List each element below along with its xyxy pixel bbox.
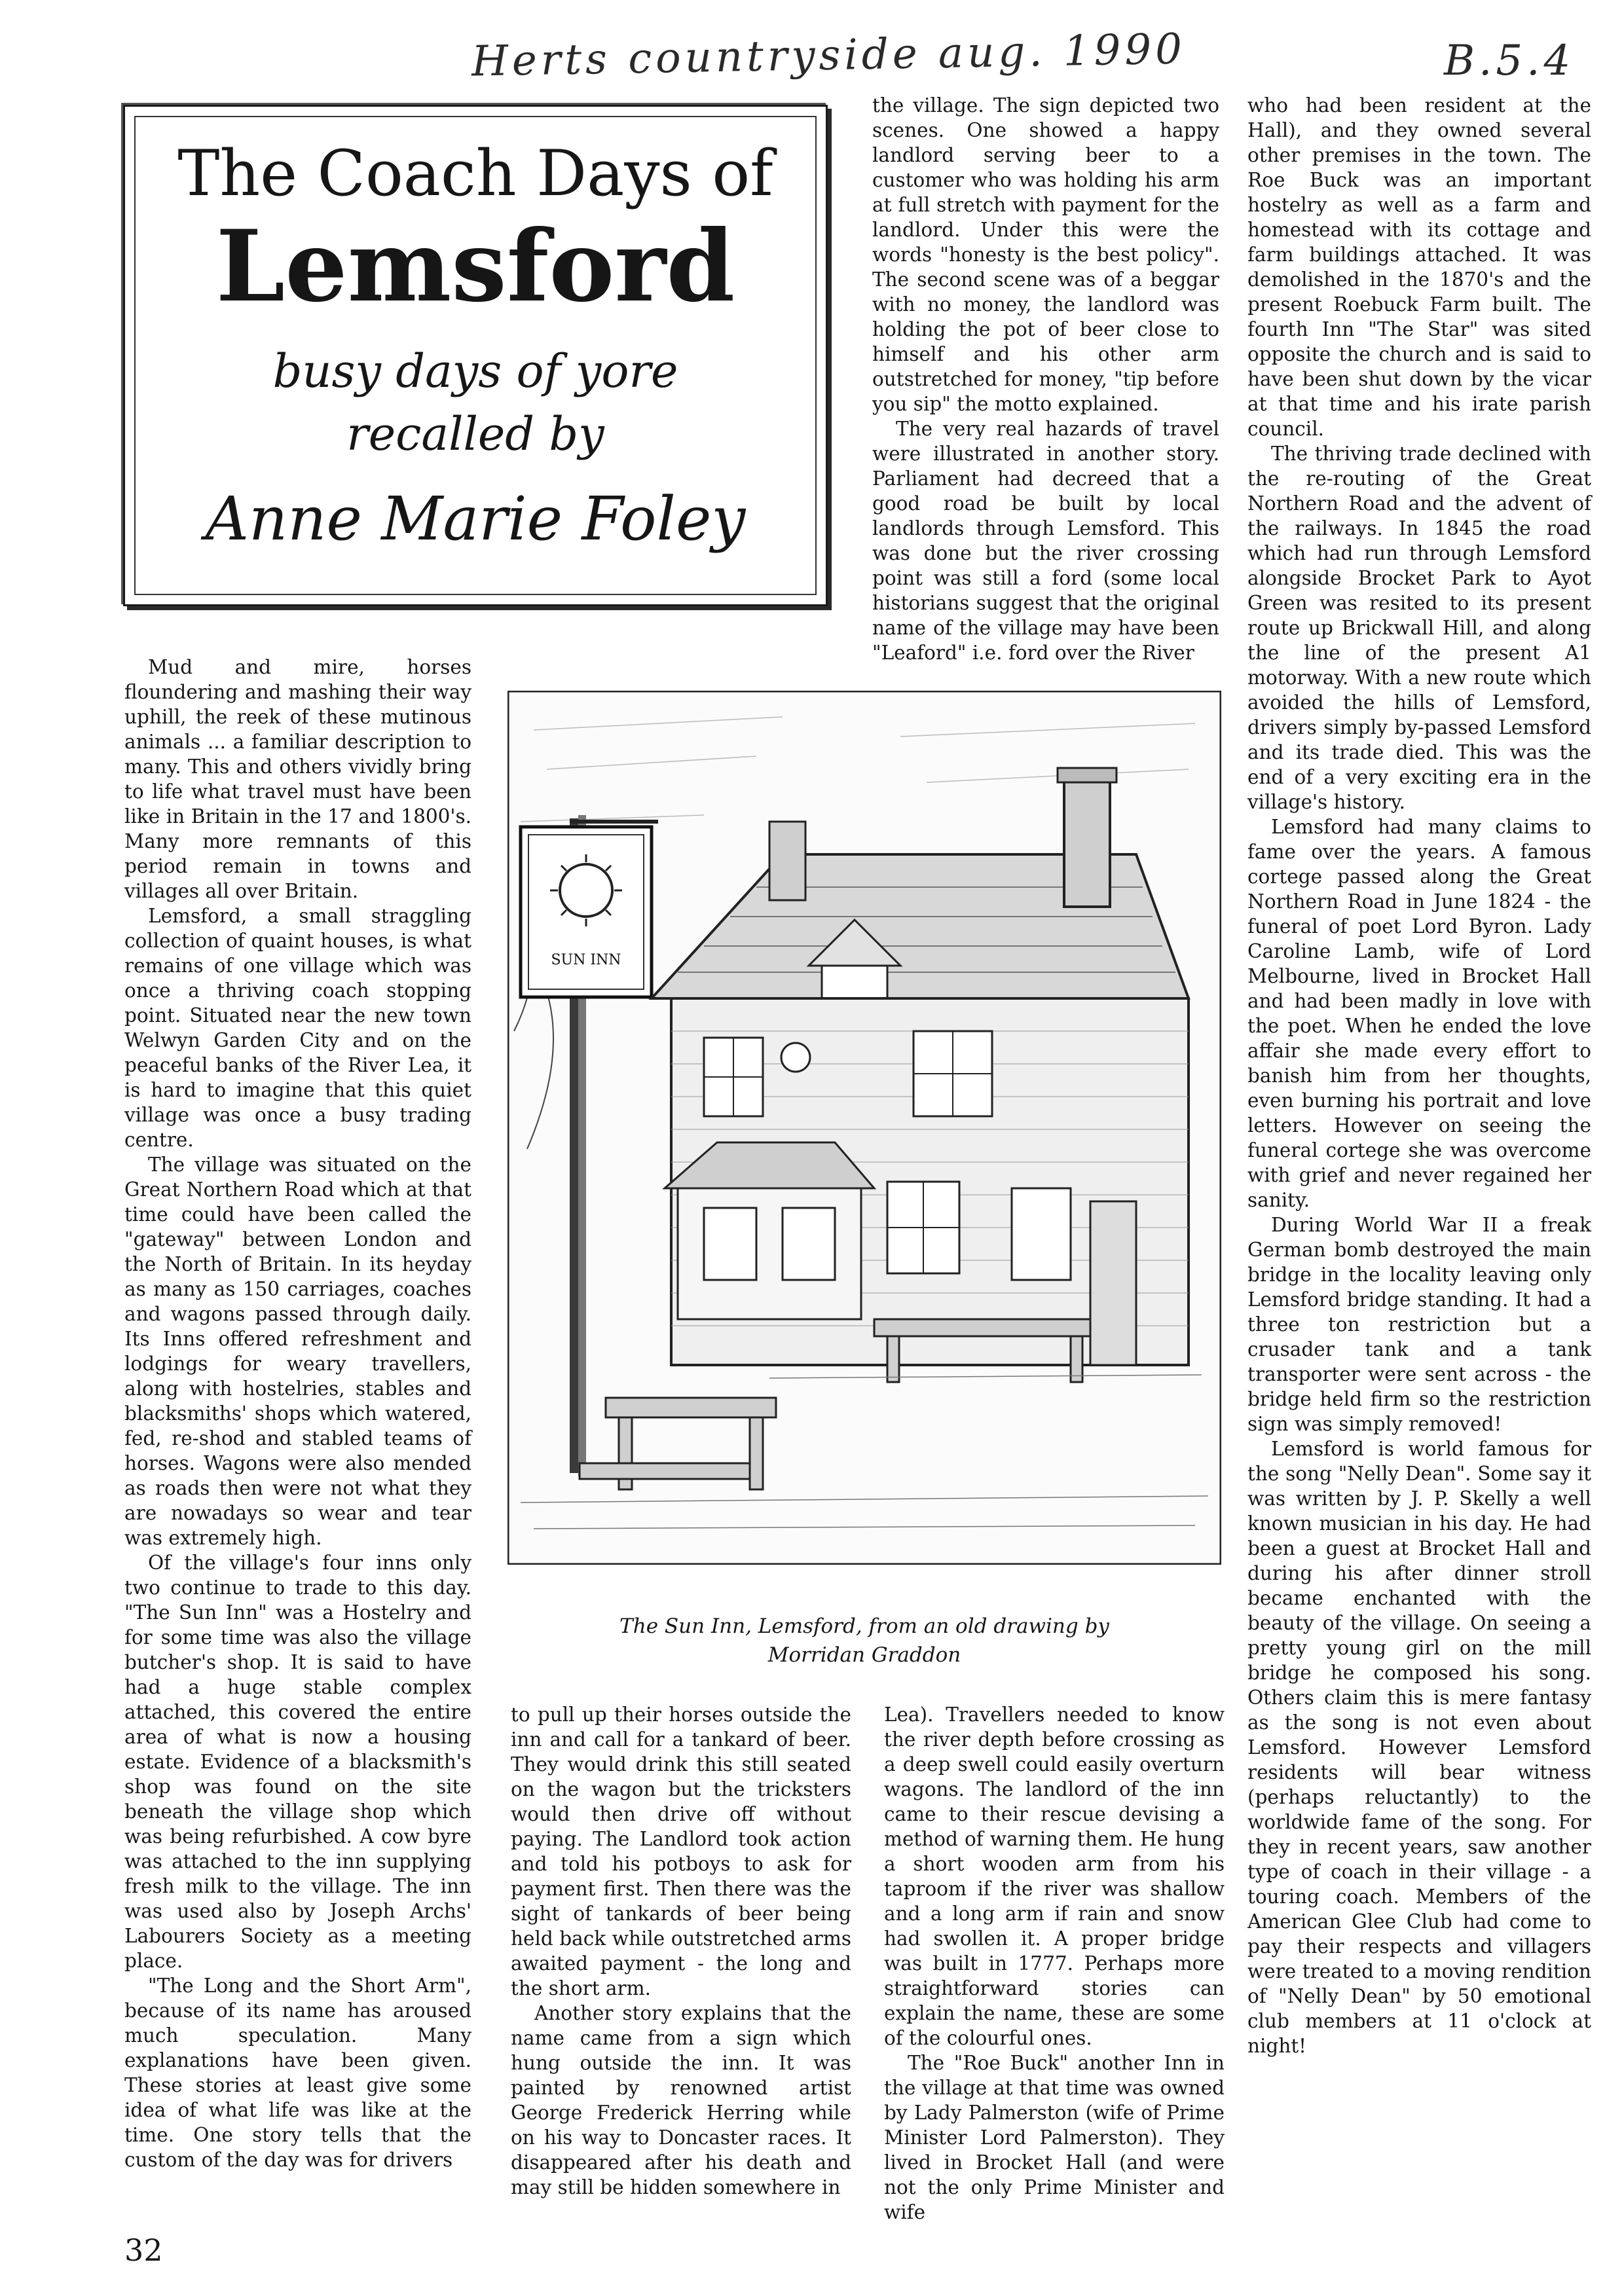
subtitle xyxy=(136,340,815,465)
page-number: 32 xyxy=(124,2232,163,2268)
paragraph: who had been resident at the Hall), and they owned several other premises in the town. The Roe Buck was an important hostelry as well as a farm and homestead with its cottage and farm buildings attached. It was demolished in the 1870's and the present Roebuck Farm built. The fourth Inn "The Star" was sited opposite the church and is said to have been shut down by the vicar at that time and his irate parish council. xyxy=(1247,94,1591,440)
column-1 xyxy=(124,655,471,2172)
paragraph: During World War II a freak German bomb destroyed the main bridge in the locality leaving only Lemsford bridge standing. It had a three ton restriction but a crusader tank and a tank transporter were sent across - the bridge held firm so the restriction sign was simply removed! xyxy=(1247,1214,1591,1435)
paragraph: Lemsford is world famous for the song "Nelly Dean". Some say it was written by J. P. Skelly a well known musician in his day. He had been a guest at Brocket Hall and during his after dinner stroll became enchanted with the beauty of the village. On seeing a pretty young girl on the mill bridge he composed his song. Others claim this is mere fantasy as the song is not even about Lemsford. However Lemsford residents will bear witness (perhaps reluctantly) to the worldwide fame of the song. For they in recent years, saw another type of coach in their village - a touring coach. Members of the American Glee Club had come to pay their respects and villagers were treated to a moving rendition of "Nelly Dean" by 50 emotional club members at 11 o'clock at night! xyxy=(1247,1438,1591,2057)
sign-text: SUN INN xyxy=(551,952,621,968)
paragraph: Lemsford, a small straggling collection of quaint houses, is what remains of one village which was once a thriving coach stopping point. Situated near the new town Welwyn Garden City and on the peaceful banks of the River Lea, it is hard to imagine that this quiet village was once a busy trading centre. xyxy=(124,905,471,1151)
paragraph: Lemsford had many claims to fame over the years. A famous cortege passed along the Great Northern Road in June 1824 - the funeral of poet Lord Byron. Lady Caroline Lamb, wife of Lord Melbourne, lived in Brocket Hall and had been madly in love with the poet. When he ended the love affair she made every effort to banish him from her thoughts, even burning his portrait and love letters. However on seeing the funeral cortege she was overcome with grief and never regained her sanity. xyxy=(1247,816,1591,1211)
paragraph: The "Roe Buck" another Inn in the village at that time was owned by Lady Palmerston (wife of Prime Minister Lord Palmerston). They lived in Brocket Hall (and were not the only Prime Minister and wife xyxy=(884,2052,1225,2223)
paragraph: the village. The sign depicted two scenes. One showed a happy landlord serving beer to a customer who was holding his arm at full stretch with payment for the landlord. Under this were the words "honesty is the best policy". The second scene was of a beggar with no money, the landlord was holding the pot of beer close to himself and his other arm outstretched for money, "tip before you sip" the motto explained. xyxy=(872,94,1219,415)
title-box xyxy=(123,105,828,606)
subtitle-line-2: recalled by xyxy=(346,407,604,461)
caption-line-2: Morridan Graddon xyxy=(767,1643,961,1667)
paragraph: Mud and mire, horses floundering and mashing their way uphill, the reek of these mutinous animals ... a familiar description to many. This and others vividly bring to life what travel must have been like in Britain in the 17 and 1800's. Many more remnants of this period remain in towns and villages all over Britain. xyxy=(124,656,471,902)
column-3-bottom xyxy=(884,1702,1225,2225)
caption-line-1: The Sun Inn, Lemsford, from an old drawing by xyxy=(619,1614,1109,1638)
illustration-sun-inn xyxy=(507,691,1221,1565)
author-name: Anne Marie Foley xyxy=(205,484,746,554)
paragraph: The thriving trade declined with the re-routing of the Great Northern Road and the advent of the railways. In 1845 the road which had run through Lemsford alongside Brocket Park to Ayot Green was resited to its present route up Brickwall Hill, and along the line of the present A1 motorway. With a new route which avoided the hills of Lemsford, drivers simply by-passed Lemsford and its trade died. This was the end of a very exciting era in the village's history. xyxy=(1247,443,1591,813)
title-line-2: Lemsford xyxy=(215,209,735,324)
column-4 xyxy=(1247,93,1591,2058)
paragraph: The very real hazards of travel were illustrated in another story. Parliament had decreed that a good road be built by local landlords through Lemsford. This was done but the river crossing point was still a ford (some local historians suggest that the original name of the village may have been "Leaford" i.e. ford over the River xyxy=(872,418,1219,664)
inn-sign-board xyxy=(521,827,652,997)
column-2-bottom xyxy=(511,1702,851,2200)
title-line-1: The Coach Days of xyxy=(177,137,773,210)
column-2-top xyxy=(872,93,1219,665)
paragraph: Lea). Travellers needed to know the river depth before crossing as a deep swell could easily overturn wagons. The landlord of the inn came to their rescue devising a method of warning them. He hung a short wooden arm from his taproom if the river was shallow and a long arm if rain and snow had swollen it. A proper bridge was built in 1777. Perhaps more straightforward stories can explain the name, these are some of the colourful ones. xyxy=(884,1704,1225,2049)
figure-caption xyxy=(507,1612,1221,1669)
paragraph: to pull up their horses outside the inn and call for a tankard of beer. They would drink this still seated on the wagon but the tricksters would then drive off without paying. The Landlord took action and told his potboys to ask for payment first. Then there was the sight of tankards of beer being held back while outstretched arms awaited payment - the long and the short arm. xyxy=(511,1704,851,1999)
paragraph: "The Long and the Short Arm", because of its name has aroused much speculation. Many explanations have been given. These stories at least give some idea of what life was like at the time. One story tells that the custom of the day was for drivers xyxy=(124,1975,471,2171)
handwritten-reference-code: B.5.4 xyxy=(1444,37,1575,85)
paragraph: Of the village's four inns only two continue to trade to this day. "The Sun Inn" was a Hostelry and for some time was also the village butcher's shop. It is said to have had a huge stable complex attached, this covered the entire area of what is now a housing estate. Evidence of a blacksmith's shop was found on the site beneath the village shop which was being refurbished. A cow byre was attached to the inn supplying fresh milk to the village. The inn was used also by Joseph Archs' Labourers Society as a meeting place. xyxy=(124,1552,471,1972)
title-inner-frame xyxy=(134,116,817,595)
paragraph: The village was situated on the Great Northern Road which at that time could have been called the "gateway" between London and the North of Britain. In its heyday as many as 150 carriages, coaches and wagons passed through daily. Its Inns offered refreshment and lodgings for weary travellers, along with hostelries, stables and blacksmiths' shops which watered, fed, re-shod and stabled teams of horses. Wagons were also mended as roads then were not what they are nowadays so wear and tear was extremely high. xyxy=(124,1154,471,1549)
paragraph: Another story explains that the name came from a sign which hung outside the inn. It was painted by renowned artist George Frederick Herring while on his way to Doncaster races. It disappeared after his death and may still be hidden somewhere in xyxy=(511,2002,851,2198)
handwritten-source-note: Herts countryside aug. 1990 xyxy=(471,25,1187,86)
subtitle-line-1: busy days of yore xyxy=(272,344,678,398)
